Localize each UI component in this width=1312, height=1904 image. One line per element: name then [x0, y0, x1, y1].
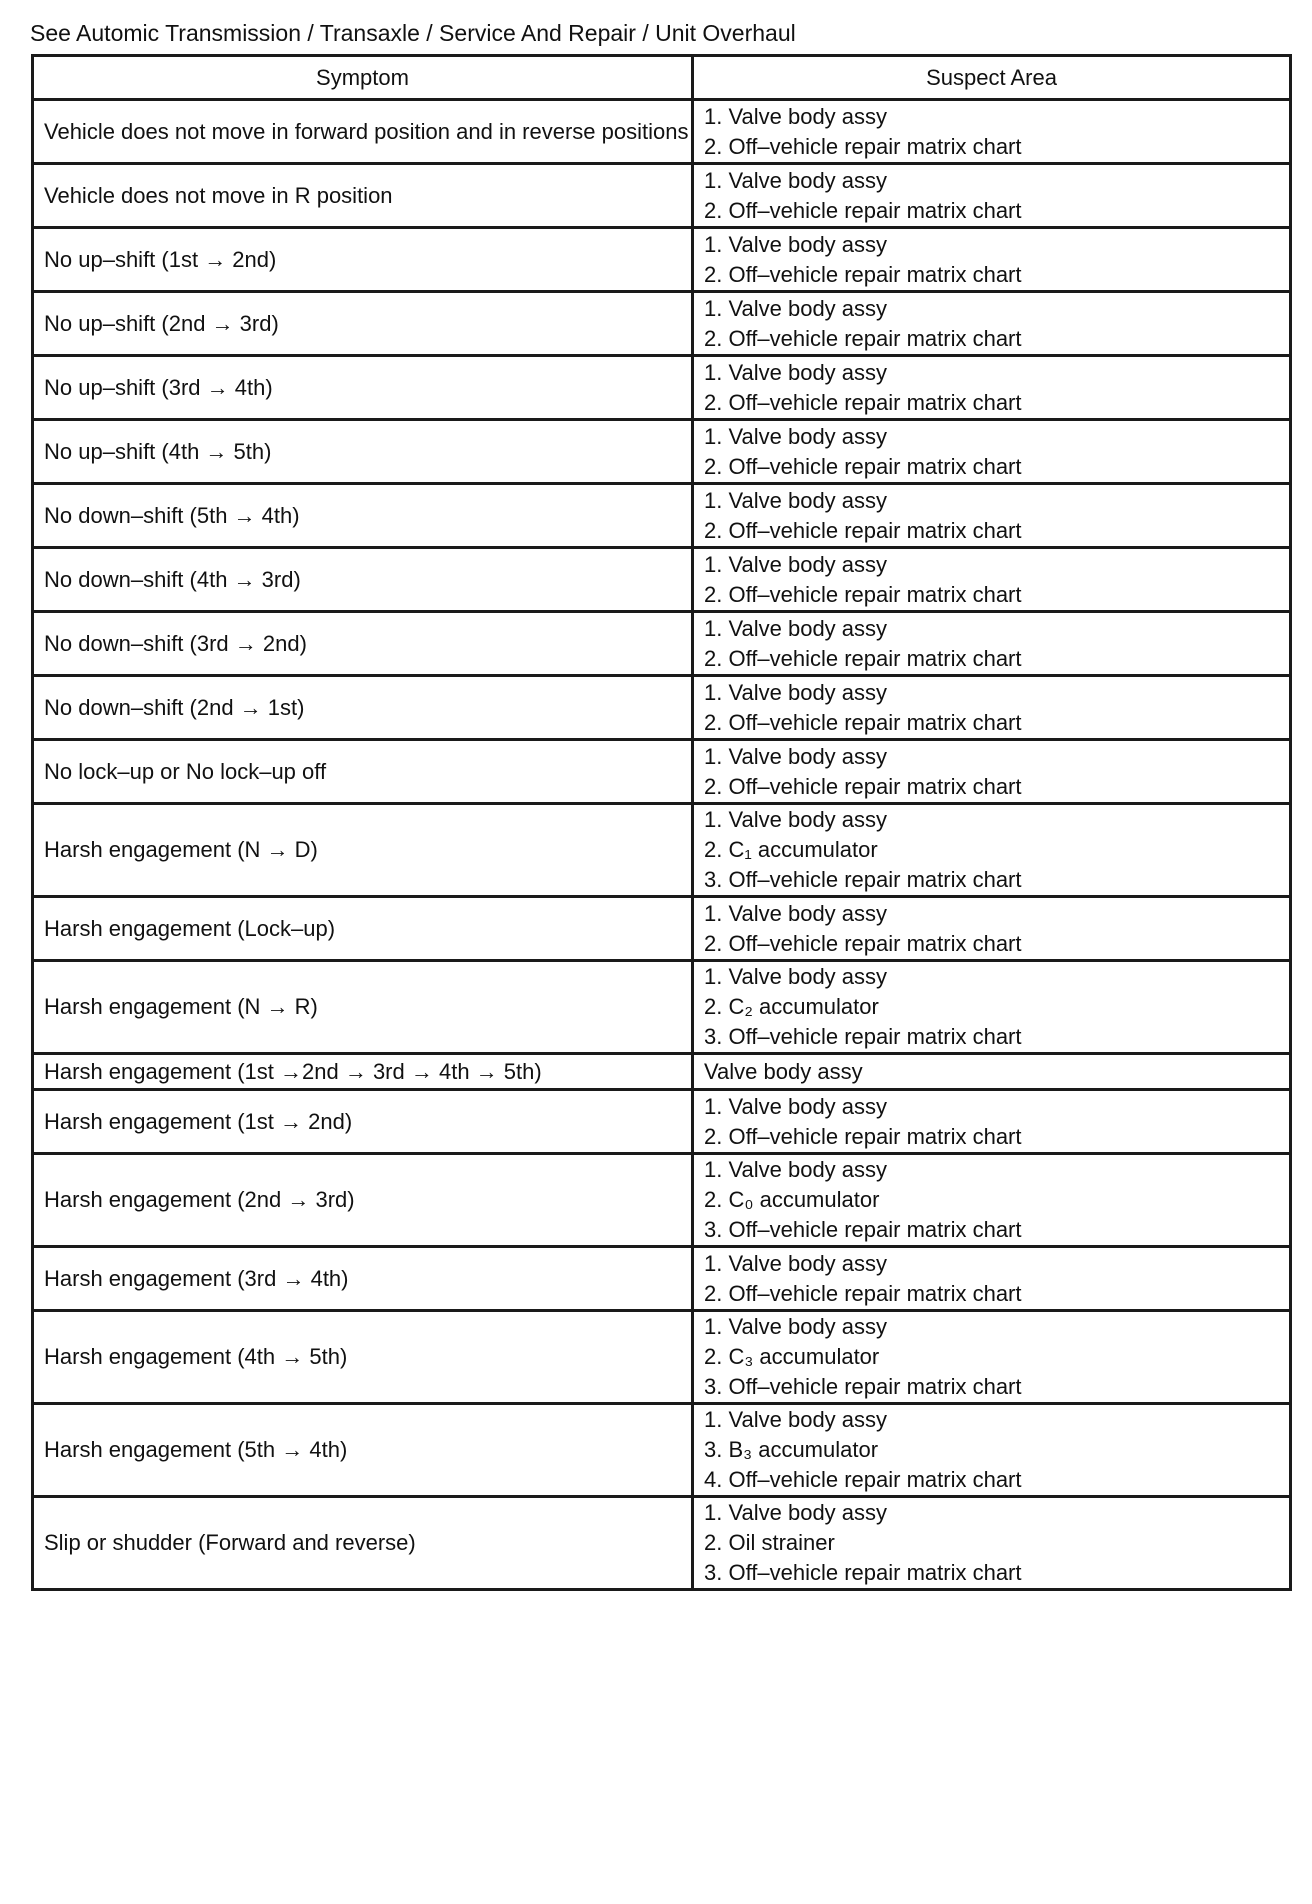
- symptom-cell: Harsh engagement (2nd → 3rd): [33, 1154, 693, 1247]
- suspect-item: 1. Valve body assy: [704, 1250, 888, 1276]
- suspect-area-cell: [693, 676, 1291, 740]
- table-row: [33, 1497, 1291, 1590]
- page-heading: See Automic Transmission / Transaxle / Service And Repair / Unit Overhaul: [30, 20, 796, 46]
- suspect-item: 1. Valve body assy: [704, 1407, 888, 1432]
- symptom-cell: No down–shift (4th → 3rd): [33, 548, 693, 612]
- suspect-item: 3. Off–vehicle repair matrix chart: [704, 1217, 1022, 1242]
- suspect-item: 3. Off–vehicle repair matrix chart: [704, 867, 1022, 892]
- suspect-area-column-header: Suspect Area: [693, 56, 1291, 100]
- suspect-area-cell: [693, 1054, 1291, 1090]
- table-row: [33, 548, 1291, 612]
- symptom-cell: Vehicle does not move in R position: [33, 164, 693, 228]
- table-row: [33, 100, 1291, 164]
- suspect-area-cell: [693, 897, 1291, 961]
- suspect-area-cell: [693, 100, 1291, 164]
- suspect-item: 1. Valve body assy: [704, 231, 888, 257]
- symptom-cell: Vehicle does not move in forward position and in reverse positions: [33, 100, 693, 164]
- symptom-cell: No up–shift (2nd → 3rd): [33, 292, 693, 356]
- table-row: [33, 356, 1291, 420]
- suspect-area-cell: [693, 804, 1291, 897]
- suspect-item: 2. C₂ accumulator: [704, 994, 879, 1019]
- suspect-item: 2. Off–vehicle repair matrix chart: [704, 930, 1022, 956]
- suspect-item: 1. Valve body assy: [704, 551, 888, 577]
- suspect-item: 1. Valve body assy: [704, 167, 888, 193]
- suspect-item: 2. Off–vehicle repair matrix chart: [704, 197, 1022, 223]
- symptom-cell: No down–shift (3rd → 2nd): [33, 612, 693, 676]
- suspect-area-cell: [693, 1497, 1291, 1590]
- suspect-item: 1. Valve body assy: [704, 807, 888, 832]
- table-row: [33, 164, 1291, 228]
- suspect-item: 1. Valve body assy: [704, 679, 888, 705]
- symptom-cell: No down–shift (5th → 4th): [33, 484, 693, 548]
- symptom-cell: Harsh engagement (3rd → 4th): [33, 1247, 693, 1311]
- suspect-item: 1. Valve body assy: [704, 103, 888, 129]
- symptom-cell: Harsh engagement (1st → 2nd): [33, 1090, 693, 1154]
- table-row: [33, 292, 1291, 356]
- suspect-item: 2. Oil strainer: [704, 1530, 835, 1555]
- suspect-item: 2. Off–vehicle repair matrix chart: [704, 709, 1022, 735]
- table-row: [33, 1404, 1291, 1497]
- symptom-cell: No up–shift (1st → 2nd): [33, 228, 693, 292]
- suspect-item: 2. Off–vehicle repair matrix chart: [704, 453, 1022, 479]
- symptom-cell: Harsh engagement (Lock–up): [33, 897, 693, 961]
- symptom-cell: Slip or shudder (Forward and reverse): [33, 1497, 693, 1590]
- suspect-item: 2. Off–vehicle repair matrix chart: [704, 517, 1022, 543]
- table-row: [33, 804, 1291, 897]
- suspect-item: 2. Off–vehicle repair matrix chart: [704, 773, 1022, 799]
- symptom-cell: No lock–up or No lock–up off: [33, 740, 693, 804]
- suspect-item: 3. Off–vehicle repair matrix chart: [704, 1374, 1022, 1399]
- table-row: [33, 1090, 1291, 1154]
- table-row: [33, 740, 1291, 804]
- suspect-area-cell: [693, 1404, 1291, 1497]
- suspect-item: 2. Off–vehicle repair matrix chart: [704, 325, 1022, 351]
- symptom-cell: Harsh engagement (1st →2nd → 3rd → 4th → 5th): [33, 1054, 693, 1090]
- symptom-cell: Harsh engagement (5th → 4th): [33, 1404, 693, 1497]
- suspect-area-cell: [693, 1154, 1291, 1247]
- suspect-area-cell: [693, 292, 1291, 356]
- suspect-item: 2. C₁ accumulator: [704, 837, 878, 862]
- table-row: [33, 228, 1291, 292]
- suspect-area-cell: [693, 164, 1291, 228]
- table-row: [33, 897, 1291, 961]
- suspect-item: 1. Valve body assy: [704, 487, 888, 513]
- symptom-cell: No down–shift (2nd → 1st): [33, 676, 693, 740]
- suspect-item: 2. Off–vehicle repair matrix chart: [704, 581, 1022, 607]
- suspect-item: 1. Valve body assy: [704, 295, 888, 321]
- suspect-area-cell: [693, 356, 1291, 420]
- suspect-item: 2. C₃ accumulator: [704, 1344, 880, 1369]
- suspect-item: 2. Off–vehicle repair matrix chart: [704, 1280, 1022, 1306]
- symptom-cell: Harsh engagement (N → R): [33, 961, 693, 1054]
- table-row: [33, 676, 1291, 740]
- suspect-item: 1. Valve body assy: [704, 423, 888, 449]
- suspect-area-cell: [693, 740, 1291, 804]
- symptom-column-header: Symptom: [33, 56, 693, 100]
- table-row: [33, 1154, 1291, 1247]
- suspect-area-cell: [693, 961, 1291, 1054]
- suspect-item: 1. Valve body assy: [704, 1500, 888, 1525]
- suspect-item: 1. Valve body assy: [704, 743, 888, 769]
- table-row: [33, 1311, 1291, 1404]
- suspect-item: 1. Valve body assy: [704, 615, 888, 641]
- symptom-cell: Harsh engagement (N → D): [33, 804, 693, 897]
- suspect-item: 2. C₀ accumulator: [704, 1187, 880, 1212]
- header-row: [33, 56, 1291, 100]
- table-row: [33, 420, 1291, 484]
- suspect-area-cell: [693, 1311, 1291, 1404]
- symptom-cell: No up–shift (3rd → 4th): [33, 356, 693, 420]
- suspect-item: 2. Off–vehicle repair matrix chart: [704, 1123, 1022, 1149]
- suspect-area-cell: [693, 612, 1291, 676]
- table-row: [33, 1054, 1291, 1090]
- suspect-item: 2. Off–vehicle repair matrix chart: [704, 261, 1022, 287]
- suspect-item: 2. Off–vehicle repair matrix chart: [704, 389, 1022, 415]
- suspect-item: 3. Off–vehicle repair matrix chart: [704, 1560, 1022, 1585]
- symptom-cell: No up–shift (4th → 5th): [33, 420, 693, 484]
- suspect-item: Valve body assy: [704, 1058, 863, 1084]
- suspect-item: 3. Off–vehicle repair matrix chart: [704, 1024, 1022, 1049]
- suspect-area-cell: [693, 228, 1291, 292]
- suspect-item: 3. B₃ accumulator: [704, 1437, 879, 1462]
- suspect-item: 1. Valve body assy: [704, 1093, 888, 1119]
- table-row: [33, 612, 1291, 676]
- suspect-item: 2. Off–vehicle repair matrix chart: [704, 133, 1022, 159]
- table-row: [33, 961, 1291, 1054]
- symptom-table: [31, 54, 1292, 1591]
- suspect-item: 1. Valve body assy: [704, 964, 888, 989]
- suspect-item: 1. Valve body assy: [704, 900, 888, 926]
- table-row: [33, 484, 1291, 548]
- suspect-area-cell: [693, 548, 1291, 612]
- suspect-area-cell: [693, 484, 1291, 548]
- symptom-cell: Harsh engagement (4th → 5th): [33, 1311, 693, 1404]
- suspect-item: 1. Valve body assy: [704, 1157, 888, 1182]
- suspect-area-cell: [693, 1247, 1291, 1311]
- table-row: [33, 1247, 1291, 1311]
- suspect-area-cell: [693, 1090, 1291, 1154]
- suspect-item: 1. Valve body assy: [704, 359, 888, 385]
- suspect-item: 4. Off–vehicle repair matrix chart: [704, 1467, 1022, 1492]
- suspect-item: 1. Valve body assy: [704, 1314, 888, 1339]
- suspect-item: 2. Off–vehicle repair matrix chart: [704, 645, 1022, 671]
- suspect-area-cell: [693, 420, 1291, 484]
